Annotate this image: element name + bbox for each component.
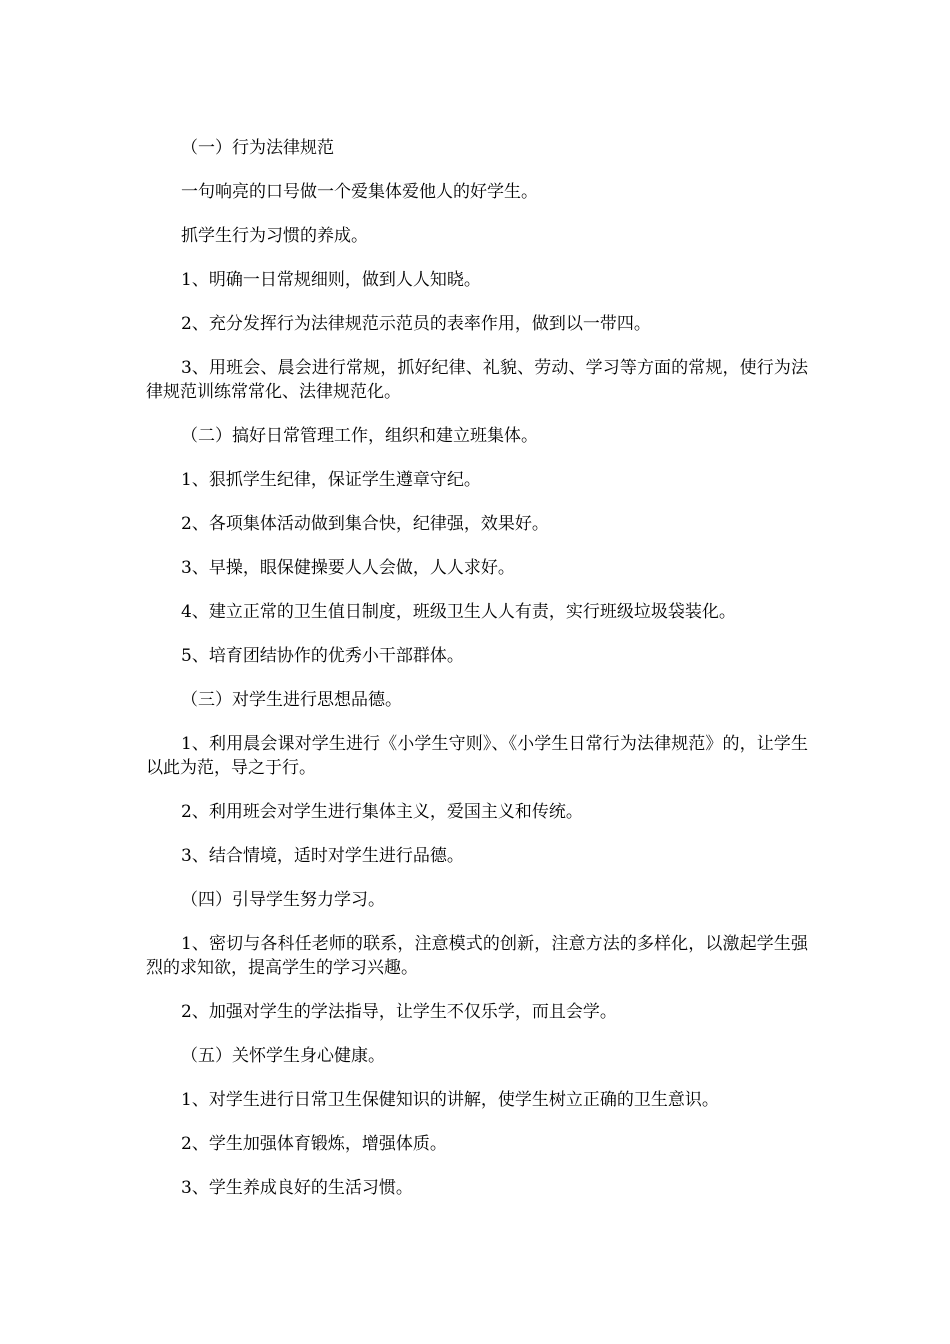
section-heading-4: （四）引导学生努力学习。 [181,890,385,910]
section-heading-2: （二）搞好日常管理工作，组织和建立班集体。 [181,426,538,446]
document-body [146,136,808,1220]
list-item: 1、狠抓学生纪律，保证学生遵章守纪。 [181,470,481,490]
list-item: 2、利用班会对学生进行集体主义，爱国主义和传统。 [181,802,583,822]
list-item: 2、学生加强体育锻炼，增强体质。 [181,1134,447,1154]
list-item: 3、结合情境，适时对学生进行品德。 [181,846,464,866]
list-item: 1、利用晨会课对学生进行《小学生守则》、《小学生日常行为法律规范》的，让学生以此为范，导之于行。 [146,734,808,778]
list-item: 2、加强对学生的学法指导，让学生不仅乐学，而且会学。 [181,1002,617,1022]
section-heading-1: （一）行为法律规范 [181,138,334,158]
list-item: 2、各项集体活动做到集合快，纪律强，效果好。 [181,514,549,534]
section-heading-3: （三）对学生进行思想品德。 [181,690,402,710]
list-item: 1、明确一日常规细则，做到人人知晓。 [181,270,481,290]
list-item: 3、学生养成良好的生活习惯。 [181,1178,413,1198]
paragraph: 抓学生行为习惯的养成。 [181,226,368,246]
list-item: 4、建立正常的卫生值日制度，班级卫生人人有责，实行班级垃圾袋装化。 [181,602,736,622]
section-heading-5: （五）关怀学生身心健康。 [181,1046,385,1066]
list-item: 2、充分发挥行为法律规范示范员的表率作用，做到以一带四。 [181,314,651,334]
list-item: 1、对学生进行日常卫生保健知识的讲解，使学生树立正确的卫生意识。 [181,1090,719,1110]
list-item: 3、用班会、晨会进行常规，抓好纪律、礼貌、劳动、学习等方面的常规，使行为法律规范训练常常化、法律规范化。 [146,358,808,402]
list-item: 3、早操，眼保健操要人人会做，人人求好。 [181,558,515,578]
paragraph: 一句响亮的口号做一个爱集体爱他人的好学生。 [181,182,538,202]
list-item: 1、密切与各科任老师的联系，注意模式的创新，注意方法的多样化，以激起学生强烈的求知欲，提高学生的学习兴趣。 [146,934,808,978]
list-item: 5、培育团结协作的优秀小干部群体。 [181,646,464,666]
